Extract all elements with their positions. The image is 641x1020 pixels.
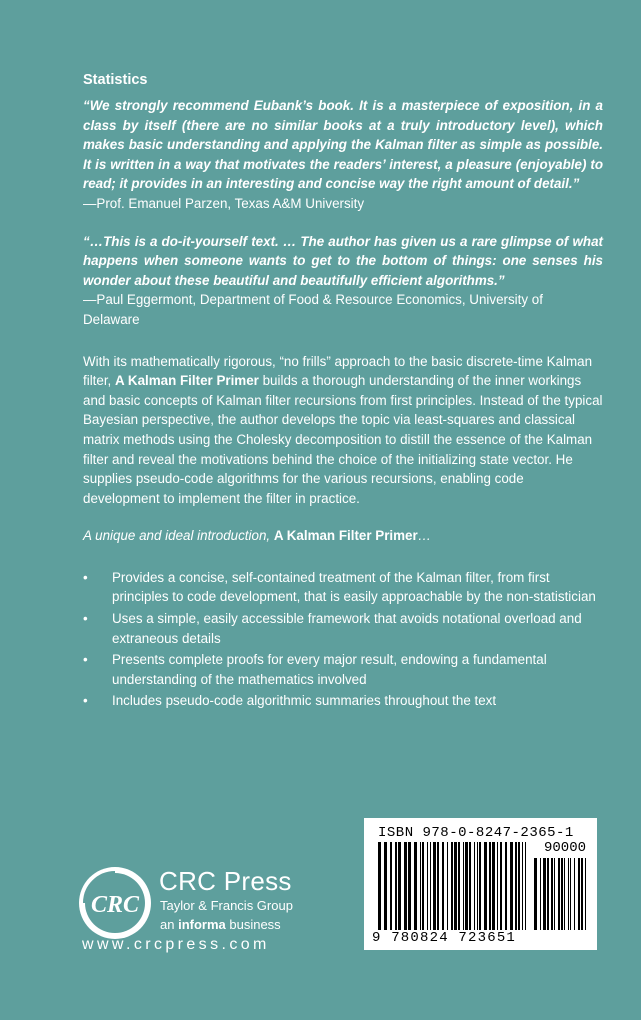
barcode-bar xyxy=(500,842,502,930)
barcode-bar xyxy=(378,842,381,930)
review-attribution-2: —Paul Eggermont, Department of Food & Resource Economics, University of Delaware xyxy=(83,292,543,327)
barcode-bar xyxy=(564,858,565,930)
barcode-bars-icon xyxy=(378,842,526,930)
list-item-text: Presents complete proofs for every major result, endowing a fundamental understanding of the mathematics involved xyxy=(112,652,547,687)
feature-list xyxy=(83,568,603,711)
barcode-bar xyxy=(437,842,439,930)
barcode-bar xyxy=(547,858,549,930)
intro-book-title: A Kalman Filter Primer xyxy=(273,528,418,544)
intro-before: A unique and ideal introduction, xyxy=(83,528,274,544)
category-heading: Statistics xyxy=(83,72,148,88)
barcode-bar xyxy=(585,858,586,930)
description-book-title: A Kalman Filter Primer xyxy=(115,373,259,389)
bullet-icon: • xyxy=(83,611,88,627)
barcode-bar xyxy=(395,842,397,930)
barcode-bar xyxy=(474,842,475,930)
barcode-bar xyxy=(408,842,411,930)
review-quote-1: “We strongly recommend Eubank’s book. It is a masterpiece of exposition, in a class by itself (there are no similar books at a truly introductory level), which makes basic understanding and applying the Kalman filter as simple as possible. It is written in a way that motivates the readers’ interest, a pleasure (enjoyable) to read; it provides in an interesting and concise way the right amount of detail.” xyxy=(83,98,603,192)
business-suffix: business xyxy=(225,917,281,932)
publisher-business xyxy=(160,917,281,932)
barcode-bar xyxy=(463,842,464,930)
barcode-bar xyxy=(551,858,553,930)
list-item xyxy=(83,609,603,648)
barcode-digits: 9 780824 723651 xyxy=(372,930,517,946)
barcode-bar xyxy=(398,842,401,930)
barcode-bar xyxy=(484,842,487,930)
review-quote-2: “…This is a do-it-yourself text. … The author has given us a rare glimpse of what happens when someone wants to get to the bottom of things: one senses his wonder about these beautiful and beautifully efficient algorithms.” xyxy=(83,233,603,288)
barcode-bar xyxy=(492,842,495,930)
barcode-bar xyxy=(454,842,457,930)
barcode-bar xyxy=(522,842,523,930)
back-cover-text xyxy=(83,72,603,713)
barcode-bar xyxy=(420,842,421,930)
barcode-addon-bars-icon xyxy=(534,858,586,930)
barcode-bar xyxy=(561,858,563,930)
book-description xyxy=(83,352,603,509)
barcode-bar xyxy=(543,858,546,930)
barcode-bar xyxy=(451,842,453,930)
list-item xyxy=(83,568,603,607)
review-attribution-1: —Prof. Emanuel Parzen, Texas A&M University xyxy=(83,195,365,211)
business-bold: informa xyxy=(178,917,226,932)
list-item-text: Uses a simple, easily accessible framework that avoids notational overload and extraneous details xyxy=(112,611,582,646)
barcode-bar xyxy=(510,842,513,930)
barcode-bar xyxy=(390,842,392,930)
list-item xyxy=(83,691,603,711)
list-item-text: Includes pseudo-code algorithmic summaries throughout the text xyxy=(112,693,497,709)
list-item-text: Provides a concise, self-contained treatment of the Kalman filter, from first principles to code development, that is easily approachable by the non-statistician xyxy=(112,569,596,605)
bullet-icon: • xyxy=(83,693,88,709)
barcode-bar xyxy=(479,842,481,930)
barcode-bar xyxy=(578,858,580,930)
barcode-bar xyxy=(458,842,460,930)
bullet-icon: • xyxy=(83,652,88,668)
barcode-bar xyxy=(447,842,448,930)
logo-text: CRC xyxy=(90,892,140,918)
description-before: With its mathematically rigorous, “no frills” approach to the basic discrete-time Kalman filter, xyxy=(83,353,593,389)
barcode-bar xyxy=(433,842,436,930)
publisher-url: www.crcpress.com xyxy=(82,936,270,953)
barcode-bar xyxy=(515,842,517,930)
barcode-bar xyxy=(489,842,491,930)
barcode-bar xyxy=(518,842,520,930)
barcode-bar xyxy=(477,842,478,930)
barcode-bar xyxy=(427,842,428,930)
description-after: builds a thorough understanding of the inner workings and basic concepts of Kalman filter recursions from first principles. Instead of the typical Bayesian perspective, the author develops the topic via least-squares and classical matrix methods using the Cholesky decomposition to distill the essence of the Kalman filter and reveal the motivations behind the choice of the initializing state vector. He supplies pseudo-code algorithms for the various recursions, enabling code development to implement the filter in practice. xyxy=(83,373,603,506)
barcode-bar xyxy=(422,842,424,930)
barcode-bar xyxy=(574,858,575,930)
isbn-barcode xyxy=(364,818,597,950)
barcode-bar xyxy=(554,858,555,930)
price-code: 90000 xyxy=(543,840,586,856)
barcode-bar xyxy=(497,842,498,930)
barcode-bar xyxy=(534,858,537,930)
publisher-group: Taylor & Francis Group xyxy=(160,898,293,913)
barcode-bar xyxy=(505,842,507,930)
barcode-bar xyxy=(414,842,417,930)
barcode-bar xyxy=(570,858,571,930)
intro-after: … xyxy=(417,528,432,544)
barcode-bar xyxy=(525,842,526,930)
barcode-bar xyxy=(465,842,468,930)
list-item xyxy=(83,650,603,689)
barcode-bar xyxy=(430,842,431,930)
barcode-bar xyxy=(558,858,560,930)
barcode-bar xyxy=(442,842,444,930)
barcode-bar xyxy=(568,858,569,930)
bullet-icon: • xyxy=(83,569,88,585)
barcode-bar xyxy=(540,858,541,930)
publisher-name: CRC Press xyxy=(159,866,292,896)
barcode-bar xyxy=(384,842,387,930)
crc-logo-icon xyxy=(78,866,152,940)
isbn-label: ISBN 978-0-8247-2365-1 xyxy=(378,825,574,841)
barcode-bar xyxy=(581,858,583,930)
barcode-bar xyxy=(404,842,407,930)
barcode-bar xyxy=(469,842,471,930)
business-prefix: an xyxy=(160,917,179,932)
features-intro xyxy=(83,526,603,546)
